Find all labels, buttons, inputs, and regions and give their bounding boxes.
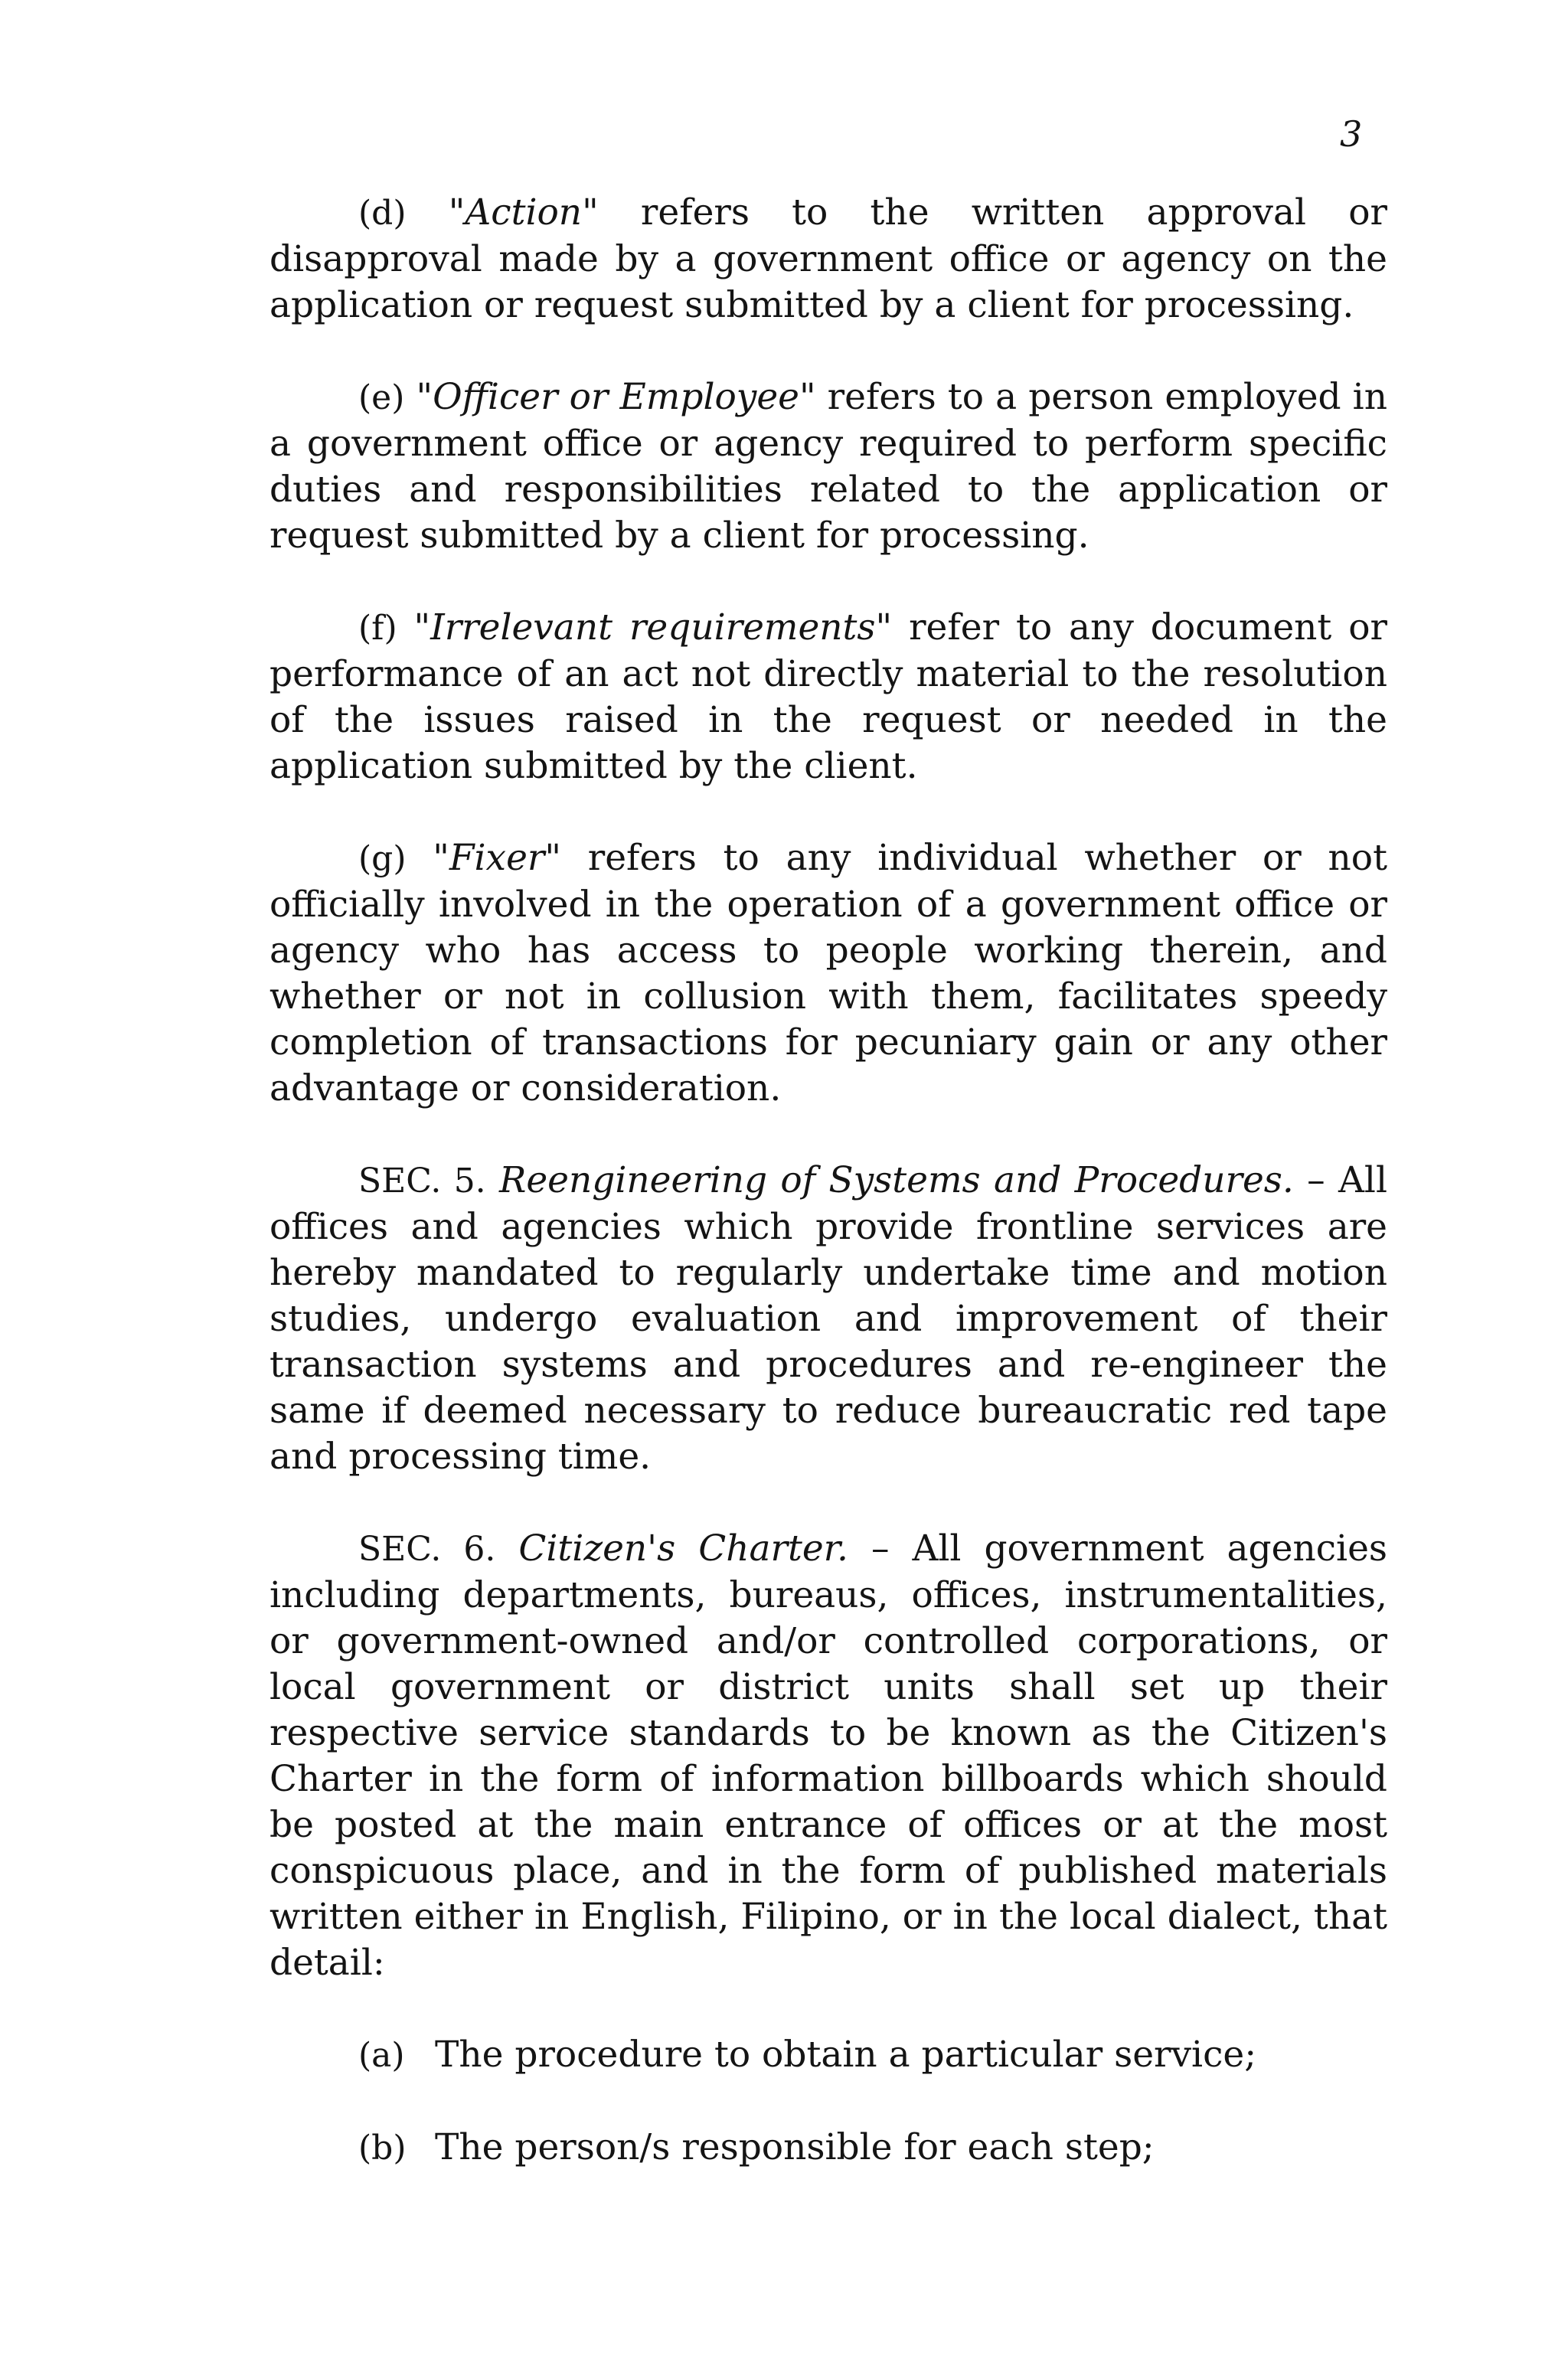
section-number: SEC. 5. xyxy=(358,1161,486,1201)
section-5 xyxy=(270,1158,1387,1480)
definition-e xyxy=(270,374,1387,559)
section-text: – All government agencies including departments, bureaus, offices, instrumentalities, or government-owned and/or controlled corporations, or local government or district units shall set up their respective service standards to be known as the Citizen's Charter in the form of information billboards which should be posted at the main entrance of offices or at the most conspicuous place, and in the form of published materials written either in English, Filipino, or in the local dialect, that detail: xyxy=(270,1527,1387,1984)
list-item-label: (b) xyxy=(358,2129,407,2168)
definition-d xyxy=(270,190,1387,328)
definition-text: refers to the written approval or disapproval made by a government office or agency on the application or request submitted by a client for processing. xyxy=(270,191,1387,326)
definition-term: "Officer or Employee" xyxy=(416,376,816,418)
list-item-b xyxy=(270,2125,1387,2171)
definition-label: (f) xyxy=(358,609,397,648)
section-title: Citizen's Charter. xyxy=(518,1527,848,1570)
definition-term: "Action" xyxy=(448,191,599,234)
definition-label: (e) xyxy=(358,378,405,417)
section-number: SEC. 6. xyxy=(358,1530,496,1569)
definition-text: refers to any individual whether or not officially involved in the operation of a government office or agency who has access to people working therein, and whether or not in collusion with them, facilitates speedy completion of transactions for pecuniary gain or any other advantage or consideration. xyxy=(270,837,1387,1109)
definition-g xyxy=(270,835,1387,1112)
list-item-a xyxy=(270,2032,1387,2079)
definition-label: (d) xyxy=(358,194,407,233)
definition-term: "Irrelevant requirements" xyxy=(413,606,893,649)
section-title: Reengineering of Systems and Procedures. xyxy=(498,1159,1294,1201)
definition-f xyxy=(270,605,1387,789)
definition-term: "Fixer" xyxy=(433,837,561,879)
list-item-text: The procedure to obtain a particular service; xyxy=(435,2034,1257,2076)
page-number: 3 xyxy=(1340,113,1363,155)
definition-label: (g) xyxy=(358,839,407,878)
section-6 xyxy=(270,1526,1387,1986)
definition-text: refer to any document or performance of an act not directly material to the resolution of the issues raised in the request or needed in the application submitted by the client. xyxy=(270,606,1387,787)
list-item-text: The person/s responsible for each step; xyxy=(435,2126,1155,2168)
section-text: – All offices and agencies which provide frontline services are hereby mandated to regularly undertake time and motion studies, undergo evaluation and improvement of their transaction systems and procedures and re-engineer the same if deemed necessary to reduce bureaucratic red tape and processing time. xyxy=(270,1159,1387,1478)
page-content xyxy=(270,190,1387,2217)
list-item-label: (a) xyxy=(358,2036,405,2075)
definition-text: refers to a person employed in a government office or agency required to perform specific duties and responsibilities related to the application or request submitted by a client for processing. xyxy=(270,376,1387,557)
